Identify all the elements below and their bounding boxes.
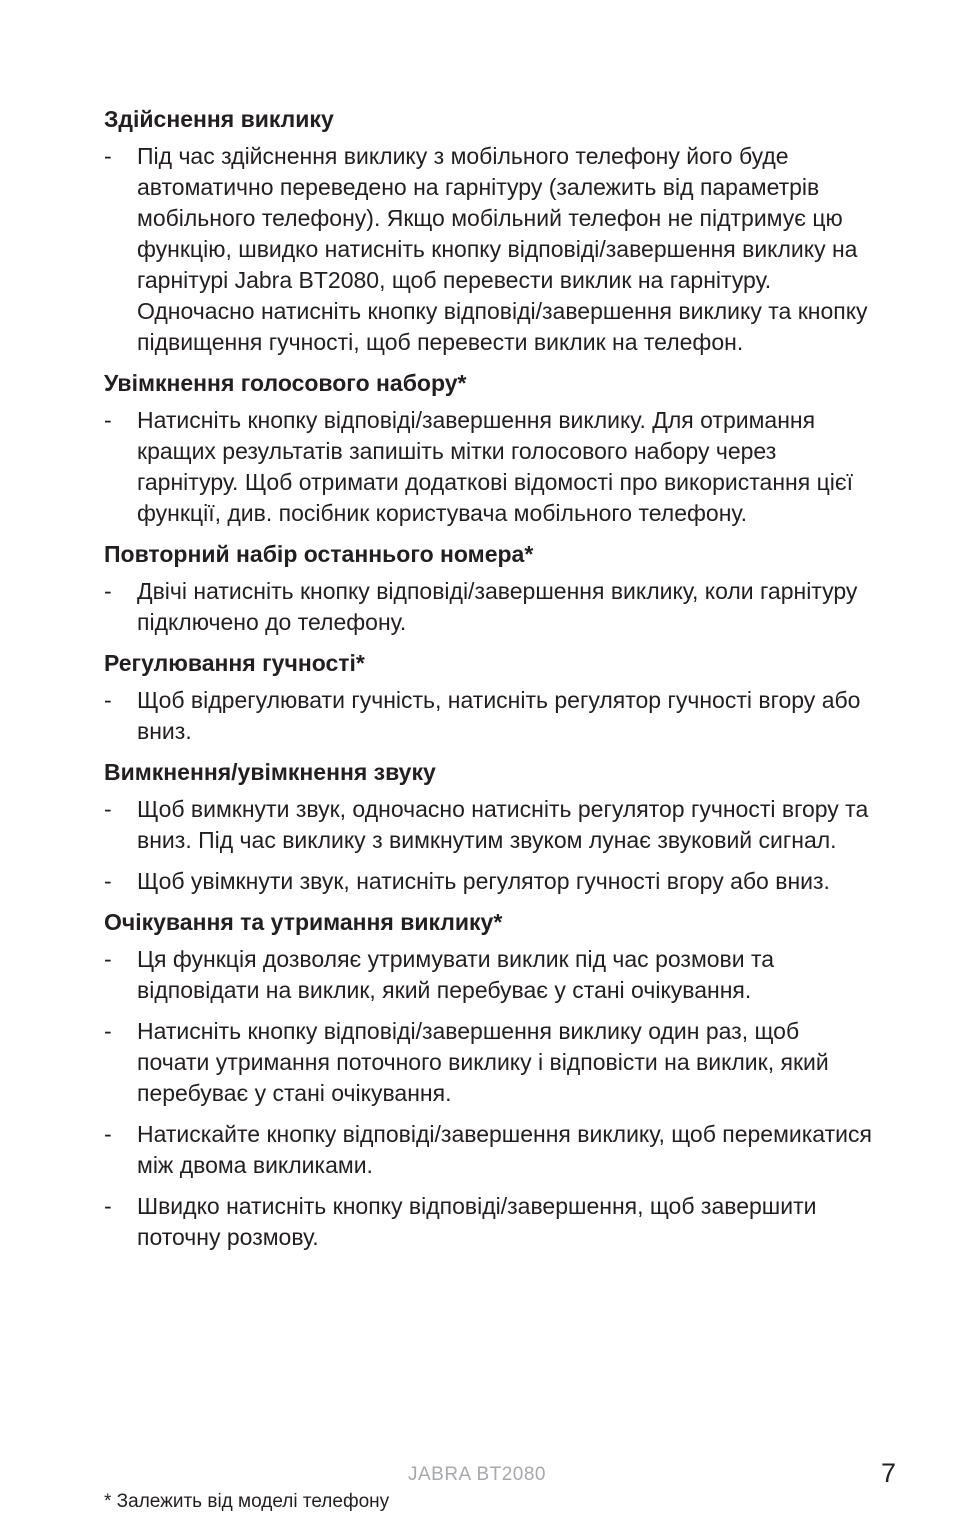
section-heading: Вимкнення/увімкнення звуку [104, 759, 436, 785]
footer-brand: JABRA BT2080 [407, 1464, 547, 1485]
section-heading: Повторний набір останнього номера* [104, 541, 534, 567]
list-item-text: Щоб відрегулювати гучність, натисніть регулятор гучності вгору або вниз. [137, 687, 861, 744]
list-item-text: Ця функція дозволяє утримувати виклик під час розмови та відповідати на виклик, який перебуває у стані очікування. [137, 946, 775, 1003]
bullet-dash: - [104, 407, 112, 433]
list-item [104, 405, 874, 529]
footnote: * Залежить від моделі телефону [104, 1491, 390, 1512]
list-item [104, 866, 874, 897]
bullet-list [104, 141, 874, 358]
list-item [104, 1016, 874, 1109]
bullet-list [104, 685, 874, 747]
section-last-number-redial [104, 539, 874, 638]
bullet-list [104, 944, 874, 1253]
list-item-text: Натисніть кнопку відповіді/завершення виклику. Для отримання кращих результатів запишіть мітки голосового набору через гарнітуру. Щоб отримати додаткові відомості про використання цієї функції, див. посібник користувача мобільного телефону. [137, 407, 853, 526]
list-item-text: Натискайте кнопку відповіді/завершення виклику, щоб перемикатися між двома викликами. [137, 1121, 872, 1178]
section-mute-unmute [104, 757, 874, 897]
bullet-dash: - [104, 1018, 112, 1044]
section-heading: Увімкнення голосового набору* [104, 370, 467, 396]
list-item-text: Щоб увімкнути звук, натисніть регулятор гучності вгору або вниз. [137, 868, 830, 894]
bullet-dash: - [104, 1121, 112, 1147]
list-item-text: Щоб вимкнути звук, одночасно натисніть регулятор гучності вгору та вниз. Під час виклику з вимкнутим звуком лунає звуковий сигнал. [137, 796, 869, 853]
section-voice-dialing [104, 368, 874, 529]
list-item [104, 576, 874, 638]
bullet-dash: - [104, 868, 112, 894]
bullet-list [104, 794, 874, 897]
bullet-list [104, 576, 874, 638]
list-item [104, 944, 874, 1006]
bullet-list [104, 405, 874, 529]
bullet-dash: - [104, 143, 112, 169]
list-item [104, 794, 874, 856]
list-item-text: Швидко натисніть кнопку відповіді/завершення, щоб завершити поточну розмову. [137, 1193, 817, 1250]
bullet-dash: - [104, 946, 112, 972]
list-item [104, 685, 874, 747]
list-item [104, 141, 874, 358]
document-body [104, 104, 874, 1263]
list-item-text: Двічі натисніть кнопку відповіді/завершення виклику, коли гарнітуру підключено до телефону. [137, 578, 858, 635]
section-call-waiting-hold [104, 907, 874, 1253]
list-item-text: Натисніть кнопку відповіді/завершення виклику один раз, щоб почати утримання поточного виклику і відповісти на виклик, який перебуває у стані очікування. [137, 1018, 829, 1106]
page-number: 7 [880, 1458, 896, 1488]
section-volume-control [104, 648, 874, 747]
bullet-dash: - [104, 687, 112, 713]
list-item [104, 1119, 874, 1181]
bullet-dash: - [104, 796, 112, 822]
bullet-dash: - [104, 1193, 112, 1219]
section-heading: Очікування та утримання виклику* [104, 909, 503, 935]
list-item [104, 1191, 874, 1253]
bullet-dash: - [104, 578, 112, 604]
section-making-call [104, 104, 874, 358]
list-item-text: Під час здійснення виклику з мобільного телефону його буде автоматично переведено на гарнітуру (залежить від параметрів мобільного телефону). Якщо мобільний телефон не підтримує цю функцію, швидко натисніть кнопку відповіді/завершення виклику на гарнітурі Jabra BT2080, щоб перевести виклик на гарнітуру. Одночасно натисніть кнопку відповіді/завершення виклику та кнопку підвищення гучності, щоб перевести виклик на телефон. [137, 143, 868, 355]
section-heading: Регулювання гучності* [104, 650, 365, 676]
section-heading: Здійснення виклику [104, 106, 334, 132]
